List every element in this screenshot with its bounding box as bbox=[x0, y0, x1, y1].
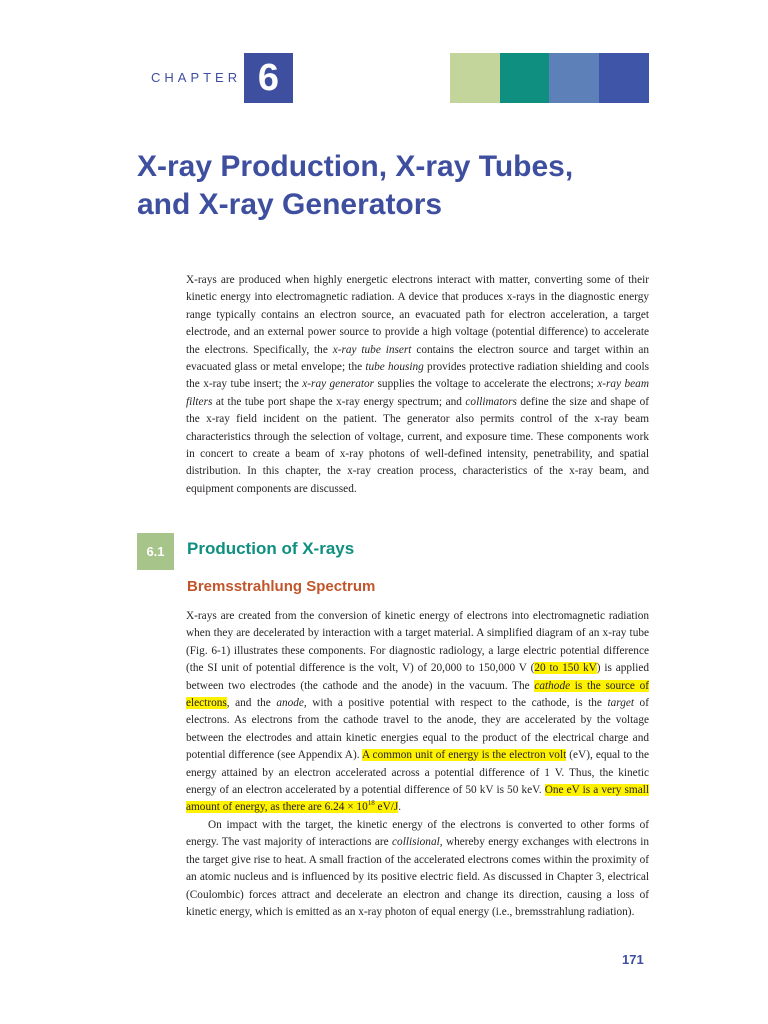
section-title: Production of X-rays bbox=[187, 539, 355, 558]
chapter-number-box: 6 bbox=[244, 53, 293, 103]
paragraph-bremsstrahlung-intro: X-rays are created from the conversion of kinetic energy of electrons into electromagnetic radiation when they are decelerated by interaction with a target material. A simplified diagram of an x-ray tube (Fig. 6-1) illustrates these components. For diagnostic radiology, a large electric potential difference (the SI unit of potential difference is the volt, V) of 20,000 to 150,000 V (20 to 150 kV) is applied between two electrodes (the cathode and the anode) in the vacuum. The cathode is the source of electrons, and the anode, with a positive potential with respect to the cathode, is the target of electrons. As electrons from the cathode travel to the anode, they are accelerated by the voltage between the electrodes and attain kinetic energies equal to the product of the electrical charge and potential difference (see Appendix A). A common unit of energy is the electron volt (eV), equal to the energy attained by an electron accelerated across a potential difference of 1 V. Thus, the kinetic energy of an electron accelerated by a potential difference of 50 kV is 50 keV. One eV is a very small amount of energy, as there are $6.24 \times 10^{18}$ eV/J. bbox=[186, 610, 650, 814]
intro-paragraph: X-rays are produced when highly energetic electrons interact with matter, converting some of their kinetic energy into electromagnetic radiation. A device that produces x-rays in the diagnostic energy range typically contains an electron source, an evacuated path for electron acceleration, a target electrode, and an external power source to provide a high voltage (potential difference) to accelerate the electrons. Specifically, the x-ray tube insert contains the electron source and target within an evacuated glass or metal envelope; the tube housing provides protective radiation shielding and cools the x-ray tube insert; the x-ray generator supplies the voltage to accelerate the electrons; x-ray beam filters at the tube port shape the x-ray energy spectrum; and collimators define the size and shape of the x-ray field incident on the patient. The generator also permits control of the x-ray beam characteristics through the selection of voltage, current, and exposure time. These components work in concert to create a beam of x-ray photons of well-defined intensity, penetrability, and spatial distribution. In this chapter, the x-ray creation process, characteristics of the x-ray beam, and equipment components are discussed. bbox=[186, 274, 650, 495]
page-number: 171 bbox=[622, 952, 644, 967]
highlight-cathode: cathode is the source of electrons bbox=[186, 679, 649, 710]
bremsstrahlung-text bbox=[186, 608, 649, 921]
chapter-title-line1: X-ray Production, X-ray Tubes, bbox=[137, 150, 574, 183]
color-bar-3 bbox=[549, 53, 599, 103]
color-bar-4 bbox=[599, 53, 649, 103]
chapter-title bbox=[137, 148, 717, 224]
highlight-electron-volt: A common unit of energy is the electron volt bbox=[361, 749, 567, 762]
highlight-ev-per-joule: One eV is a very small amount of energy, as there are $6.24 \times 10^{18}$ eV/J bbox=[186, 784, 650, 814]
paragraph-impact: On impact with the target, the kinetic energy of the electrons is converted to other forms of energy. The vast majority of interactions are collisional, whereby energy exchanges with electrons in the target give rise to heat. A small fraction of the accelerated electrons comes within the proximity of an atomic nucleus and is influenced by its positive electric field. As discussed in Chapter 3, electrical (Coulombic) forces attract and decelerate an electron and change its direction, causing a loss of kinetic energy, which is emitted as an x-ray photon of equal energy (i.e., bremsstrahlung radiation). bbox=[186, 818, 649, 918]
color-bar-2 bbox=[500, 53, 550, 103]
color-bar-1 bbox=[450, 53, 500, 103]
section-number-box: 6.1 bbox=[137, 533, 174, 570]
chapter-label: CHAPTER bbox=[151, 70, 242, 85]
highlight-kv-range: 20 to 150 kV bbox=[534, 662, 597, 675]
chapter-title-line2: and X-ray Generators bbox=[137, 188, 443, 221]
subsection-title: Bremsstrahlung Spectrum bbox=[187, 578, 376, 595]
